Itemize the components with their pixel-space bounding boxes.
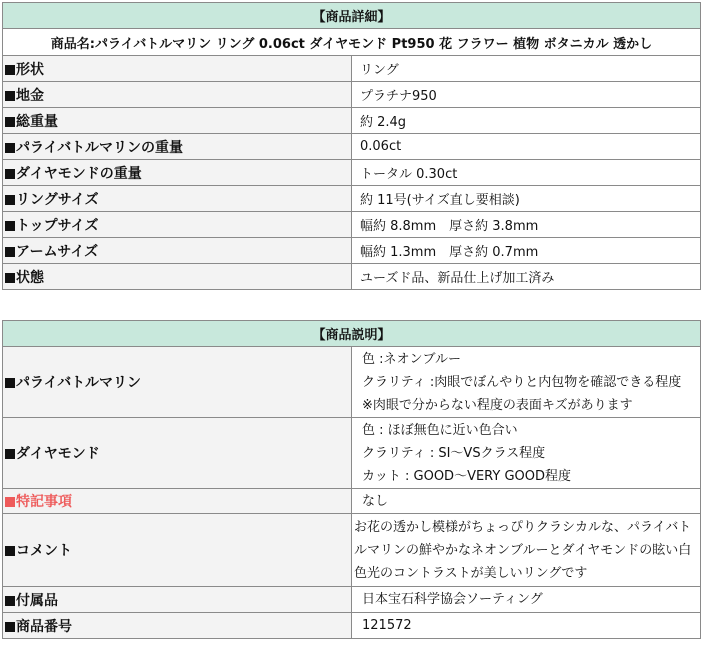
- bullet-square-icon: [5, 273, 15, 283]
- detail-label: 地金: [16, 87, 44, 104]
- detail-row-shape: [3, 56, 701, 82]
- desc-line: クラリティ : SI～VSクラス程度: [362, 445, 546, 461]
- detail-value: プラチナ950: [352, 82, 701, 108]
- detail-value: トータル 0.30ct: [352, 160, 701, 186]
- bullet-square-icon: [5, 169, 15, 179]
- desc-value: なし: [352, 489, 701, 514]
- desc-line: カット : GOOD～VERY GOOD程度: [362, 468, 571, 484]
- desc-label: コメント: [16, 543, 72, 559]
- detail-value: 約 11号(サイズ直し要相談): [352, 186, 701, 212]
- desc-row-notes: [3, 489, 701, 514]
- detail-row-condition: [3, 264, 701, 290]
- detail-row-top-size: [3, 212, 701, 238]
- product-title: 商品名:パライバトルマリン リング 0.06ct ダイヤモンド Pt950 花 フラワー 植物 ボタニカル 透かし: [3, 29, 701, 56]
- bullet-square-icon: [5, 195, 15, 205]
- desc-value: 121572: [352, 613, 701, 639]
- bullet-square-icon: [5, 546, 15, 556]
- bullet-square-icon: [5, 65, 15, 75]
- desc-line: 色 :ネオンブルー: [362, 351, 461, 367]
- desc-line: 色 : ほぼ無色に近い色合い: [362, 422, 518, 438]
- detail-value: 幅約 8.8mm 厚さ約 3.8mm: [352, 212, 701, 238]
- details-header: 【商品詳細】: [3, 3, 701, 29]
- detail-label: 状態: [16, 269, 44, 286]
- detail-row-metal: [3, 82, 701, 108]
- bullet-square-icon: [5, 497, 15, 507]
- detail-label: 総重量: [16, 113, 58, 130]
- desc-label: パライバトルマリン: [16, 375, 142, 391]
- desc-label: 商品番号: [16, 618, 72, 635]
- bullet-square-icon: [5, 143, 15, 153]
- detail-value: 0.06ct: [352, 134, 701, 160]
- desc-row-diamond: [3, 418, 701, 489]
- description-header: 【商品説明】: [3, 321, 701, 347]
- detail-row-diamond-weight: [3, 160, 701, 186]
- bullet-square-icon: [5, 378, 15, 388]
- desc-label: 付属品: [16, 592, 58, 609]
- bullet-square-icon: [5, 221, 15, 231]
- detail-value: リング: [352, 56, 701, 82]
- bullet-square-icon: [5, 91, 15, 101]
- detail-label: アームサイズ: [16, 243, 99, 260]
- bullet-square-icon: [5, 596, 15, 606]
- details-table: [2, 2, 701, 290]
- detail-label: トップサイズ: [16, 217, 99, 234]
- description-table: [2, 320, 701, 639]
- bullet-square-icon: [5, 117, 15, 127]
- detail-label: 形状: [16, 61, 44, 78]
- desc-row-product-number: [3, 613, 701, 639]
- desc-line: ※肉眼で分からない程度の表面キズがあります: [362, 397, 633, 413]
- desc-row-accessories: [3, 587, 701, 613]
- detail-row-arm-size: [3, 238, 701, 264]
- desc-label: 特記事項: [16, 494, 72, 510]
- detail-value: 約 2.4g: [352, 108, 701, 134]
- desc-label: ダイヤモンド: [16, 446, 100, 462]
- detail-row-ring-size: [3, 186, 701, 212]
- desc-line: クラリティ :肉眼でぼんやりと内包物を確認できる程度: [362, 374, 682, 390]
- detail-value: 幅約 1.3mm 厚さ約 0.7mm: [352, 238, 701, 264]
- bullet-square-icon: [5, 622, 15, 632]
- detail-label: ダイヤモンドの重量: [16, 165, 142, 182]
- detail-value: ユーズド品、新品仕上げ加工済み: [352, 264, 701, 290]
- desc-comment-text: お花の透かし模様がちょっぴりクラシカルな、パライバトルマリンの鮮やかなネオンブルーとダイヤモンドの眩い白色光のコントラストが美しいリングです: [352, 514, 701, 587]
- desc-value: 日本宝石科学協会ソーティング: [352, 587, 701, 613]
- detail-label: パライバトルマリンの重量: [16, 139, 184, 156]
- detail-label: リングサイズ: [16, 191, 99, 208]
- desc-row-comment: [3, 514, 701, 587]
- desc-row-paraiba: [3, 347, 701, 418]
- bullet-square-icon: [5, 449, 15, 459]
- bullet-square-icon: [5, 247, 15, 257]
- detail-row-paraiba-weight: [3, 134, 701, 160]
- detail-row-total-weight: [3, 108, 701, 134]
